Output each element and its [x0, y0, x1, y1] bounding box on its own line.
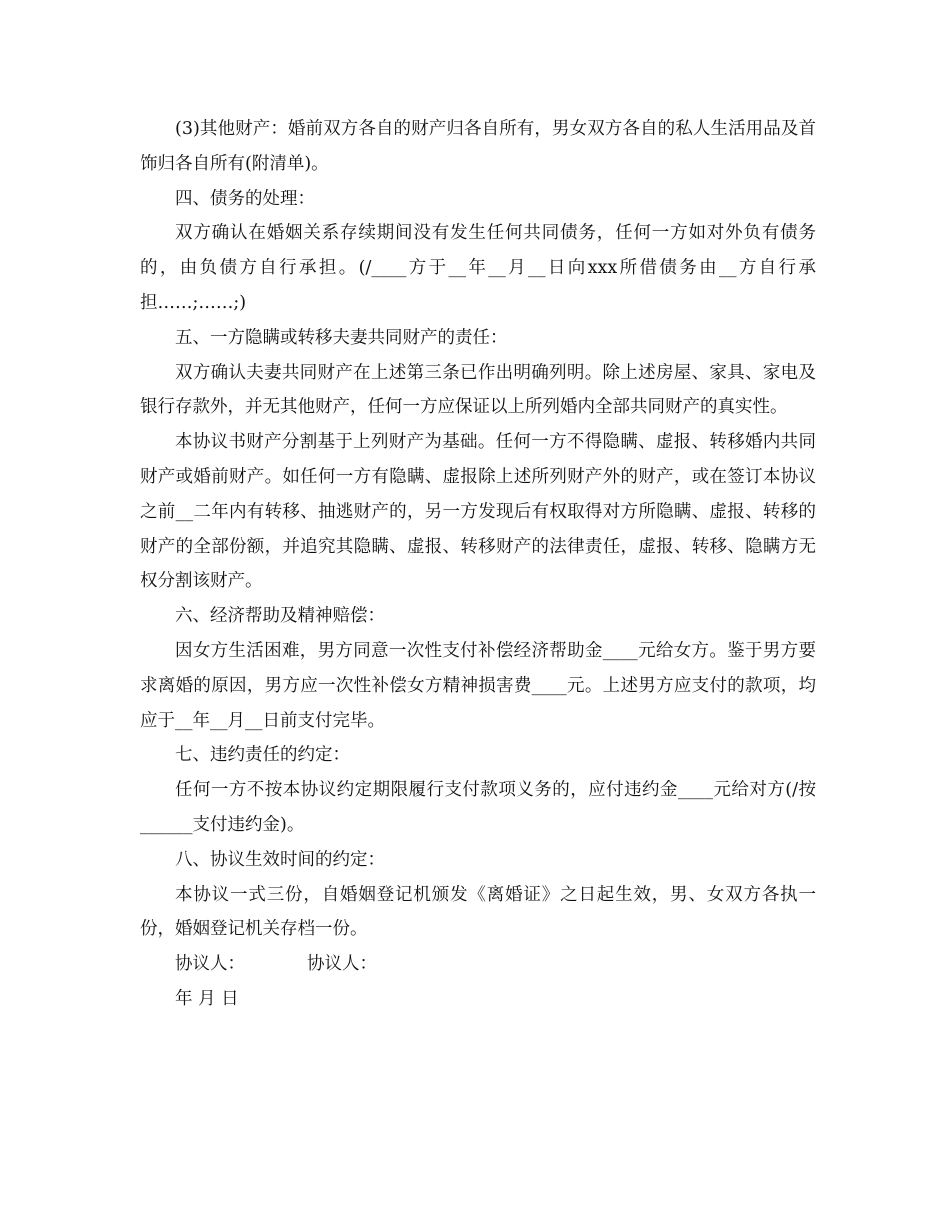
paragraph-joint-property-confirmation: 双方确认夫妻共同财产在上述第三条已作出明确列明。除上述房屋、家具、家电及银行存款外，并无其他财产，任何一方应保证以上所列婚内全部共同财产的真实性。 — [140, 362, 816, 418]
signature-row — [140, 947, 816, 982]
heading-breach-liability: 七、违约责任的约定： — [175, 745, 350, 766]
heading-concealment-liability: 五、一方隐瞒或转移夫妻共同财产的责任： — [175, 327, 508, 348]
signature-party-b: 协议人： — [307, 954, 377, 975]
heading-economic-aid: 六、经济帮助及精神赔偿： — [175, 606, 385, 627]
date-line: 年 月 日 — [175, 988, 239, 1009]
heading-effective-time: 八、协议生效时间的约定： — [175, 849, 385, 870]
heading-debt-handling: 四、债务的处理： — [175, 188, 315, 209]
paragraph-breach-penalty: 任何一方不按本协议约定期限履行支付款项义务的，应付违约金____元给对方(/按______支付违约金)。 — [140, 780, 816, 835]
paragraph-effective-time: 本协议一式三份，自婚姻登记机颁发《离婚证》之日起生效，男、女双方各执一份，婚姻登记机关存档一份。 — [140, 884, 816, 940]
paragraph-debt: 双方确认在婚姻关系存续期间没有发生任何共同债务，任何一方如对外负有债务的，由负债方自行承担。(/____方于__年__月__日向xxx所借债务由__方自行承担……;……;) — [140, 223, 816, 313]
paragraph-other-property: (3)其他财产：婚前双方各自的财产归各自所有，男女双方各自的私人生活用品及首饰归各自所有(附清单)。 — [140, 119, 816, 174]
paragraph-property-division-basis: 本协议书财产分割基于上列财产为基础。任何一方不得隐瞒、虚报、转移婚内共同财产或婚前财产。如任何一方有隐瞒、虚报除上述所列财产外的财产，或在签订本协议之前__二年内有转移、抽逃财产的，另一方发现后有权取得对方所隐瞒、虚报、转移的财产的全部份额，并追究其隐瞒、虚报、转移财产的法律责任，虚报、转移、隐瞒方无权分割该财产。 — [140, 432, 816, 592]
paragraph-economic-aid: 因女方生活困难，男方同意一次性支付补偿经济帮助金____元给女方。鉴于男方要求离婚的原因，男方应一次性补偿女方精神损害费____元。上述男方应支付的款项，均应于__年__月__日前支付完毕。 — [140, 640, 816, 731]
signature-party-a: 协议人： — [175, 954, 245, 975]
document-page — [140, 112, 816, 1017]
